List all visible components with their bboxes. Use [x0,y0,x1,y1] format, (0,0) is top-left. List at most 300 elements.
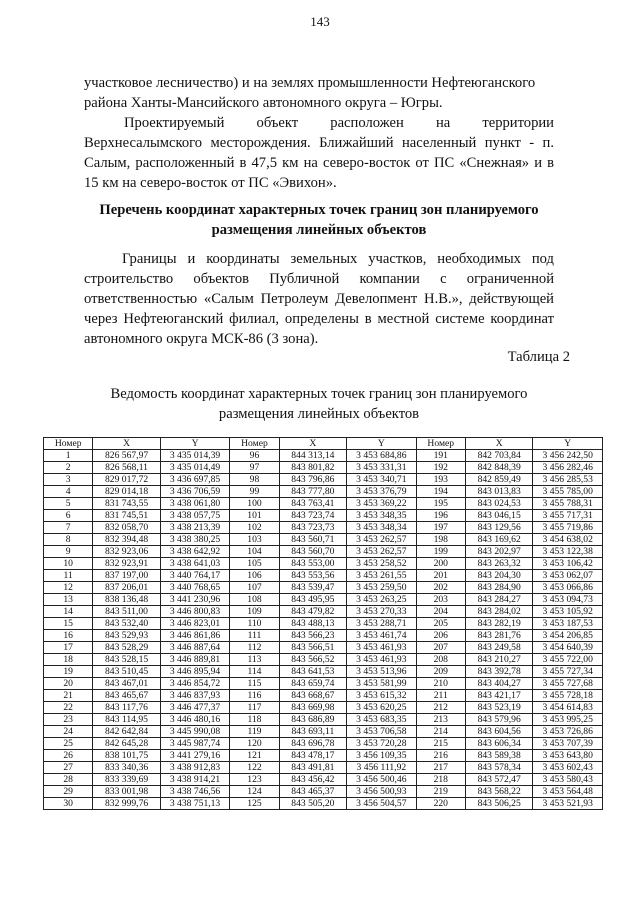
paragraph-location-intro: участковое лесничество) и на землях промышленности Нефтеюганского района Ханты-Мансийского автономного округа – Югры. [84,75,536,111]
y-coordinate-cell: 3 446 887,64 [160,642,229,654]
x-coordinate-cell: 832 923,91 [93,558,160,570]
y-coordinate-cell: 3 455 727,68 [533,678,603,690]
x-coordinate-cell: 843 693,11 [279,726,346,738]
y-coordinate-cell: 3 453 726,86 [533,726,603,738]
point-number-cell: 209 [416,666,465,678]
point-number-cell: 18 [44,654,93,666]
section-heading: Перечень координат характерных точек границ зон планируемого размещения линейных объектов [99,202,539,238]
x-coordinate-cell: 843 249,58 [465,642,532,654]
column-header: Номер [44,438,93,450]
table-row [44,678,603,690]
x-coordinate-cell: 843 578,34 [465,762,532,774]
point-number-cell: 204 [416,606,465,618]
point-number-cell: 104 [230,546,279,558]
table-row [44,654,603,666]
y-coordinate-cell: 3 446 854,72 [160,678,229,690]
y-coordinate-cell: 3 453 288,71 [347,618,416,630]
column-header: X [279,438,346,450]
x-coordinate-cell: 843 532,40 [93,618,160,630]
y-coordinate-cell: 3 453 259,50 [347,582,416,594]
table-row [44,558,603,570]
y-coordinate-cell: 3 456 504,57 [347,798,416,810]
point-number-cell: 194 [416,486,465,498]
y-coordinate-cell: 3 446 480,16 [160,714,229,726]
y-coordinate-cell: 3 456 285,53 [533,474,603,486]
table-row [44,474,603,486]
x-coordinate-cell: 842 703,84 [465,450,532,462]
y-coordinate-cell: 3 455 728,18 [533,690,603,702]
x-coordinate-cell: 837 197,00 [93,570,160,582]
x-coordinate-cell: 843 528,15 [93,654,160,666]
y-coordinate-cell: 3 453 643,80 [533,750,603,762]
point-number-cell: 100 [230,498,279,510]
point-number-cell: 13 [44,594,93,606]
point-number-cell: 218 [416,774,465,786]
x-coordinate-cell: 843 465,67 [93,690,160,702]
x-coordinate-cell: 843 129,56 [465,522,532,534]
y-coordinate-cell: 3 455 719,86 [533,522,603,534]
y-coordinate-cell: 3 446 889,81 [160,654,229,666]
x-coordinate-cell: 833 340,36 [93,762,160,774]
y-coordinate-cell: 3 456 111,92 [347,762,416,774]
x-coordinate-cell: 832 923,06 [93,546,160,558]
y-coordinate-cell: 3 436 706,59 [160,486,229,498]
x-coordinate-cell: 826 567,97 [93,450,160,462]
x-coordinate-cell: 843 046,15 [465,510,532,522]
x-coordinate-cell: 833 339,69 [93,774,160,786]
x-coordinate-cell: 831 745,51 [93,510,160,522]
point-number-cell: 96 [230,450,279,462]
x-coordinate-cell: 843 421,17 [465,690,532,702]
point-number-cell: 207 [416,642,465,654]
x-coordinate-cell: 843 568,22 [465,786,532,798]
x-coordinate-cell: 837 206,01 [93,582,160,594]
x-coordinate-cell: 843 723,74 [279,510,346,522]
x-coordinate-cell: 843 529,93 [93,630,160,642]
x-coordinate-cell: 829 014,18 [93,486,160,498]
point-number-cell: 102 [230,522,279,534]
y-coordinate-cell: 3 446 837,93 [160,690,229,702]
y-coordinate-cell: 3 455 788,31 [533,498,603,510]
x-coordinate-cell: 843 404,27 [465,678,532,690]
x-coordinate-cell: 843 560,70 [279,546,346,558]
point-number-cell: 3 [44,474,93,486]
point-number-cell: 124 [230,786,279,798]
x-coordinate-cell: 843 284,02 [465,606,532,618]
y-coordinate-cell: 3 454 638,02 [533,534,603,546]
point-number-cell: 193 [416,474,465,486]
table-row [44,798,603,810]
y-coordinate-cell: 3 454 206,85 [533,630,603,642]
point-number-cell: 103 [230,534,279,546]
point-number-cell: 115 [230,678,279,690]
x-coordinate-cell: 829 017,72 [93,474,160,486]
point-number-cell: 1 [44,450,93,462]
point-number-cell: 201 [416,570,465,582]
point-number-cell: 27 [44,762,93,774]
y-coordinate-cell: 3 438 751,13 [160,798,229,810]
y-coordinate-cell: 3 453 564,48 [533,786,603,798]
point-number-cell: 22 [44,702,93,714]
y-coordinate-cell: 3 453 094,73 [533,594,603,606]
table-row [44,666,603,678]
point-number-cell: 112 [230,642,279,654]
y-coordinate-cell: 3 455 727,34 [533,666,603,678]
x-coordinate-cell: 843 763,41 [279,498,346,510]
point-number-cell: 109 [230,606,279,618]
x-coordinate-cell: 843 523,19 [465,702,532,714]
y-coordinate-cell: 3 453 720,28 [347,738,416,750]
y-coordinate-cell: 3 453 331,31 [347,462,416,474]
x-coordinate-cell: 843 566,23 [279,630,346,642]
point-number-cell: 105 [230,558,279,570]
x-coordinate-cell: 843 204,30 [465,570,532,582]
point-number-cell: 217 [416,762,465,774]
table-row [44,450,603,462]
x-coordinate-cell: 843 528,29 [93,642,160,654]
point-number-cell: 200 [416,558,465,570]
y-coordinate-cell: 3 446 823,01 [160,618,229,630]
point-number-cell: 17 [44,642,93,654]
y-coordinate-cell: 3 453 187,53 [533,618,603,630]
y-coordinate-cell: 3 453 461,93 [347,642,416,654]
y-coordinate-cell: 3 438 914,21 [160,774,229,786]
x-coordinate-cell: 843 579,96 [465,714,532,726]
point-number-cell: 199 [416,546,465,558]
x-coordinate-cell: 843 539,47 [279,582,346,594]
table-header-row [44,438,603,450]
table-row [44,522,603,534]
x-coordinate-cell: 843 491,81 [279,762,346,774]
y-coordinate-cell: 3 438 057,75 [160,510,229,522]
y-coordinate-cell: 3 446 895,94 [160,666,229,678]
y-coordinate-cell: 3 453 620,25 [347,702,416,714]
point-number-cell: 212 [416,702,465,714]
x-coordinate-cell: 842 645,28 [93,738,160,750]
table-row [44,738,603,750]
y-coordinate-cell: 3 436 697,85 [160,474,229,486]
x-coordinate-cell: 826 568,11 [93,462,160,474]
column-header: X [93,438,160,450]
y-coordinate-cell: 3 446 800,83 [160,606,229,618]
point-number-cell: 108 [230,594,279,606]
y-coordinate-cell: 3 453 340,71 [347,474,416,486]
y-coordinate-cell: 3 445 990,08 [160,726,229,738]
x-coordinate-cell: 843 117,76 [93,702,160,714]
point-number-cell: 203 [416,594,465,606]
y-coordinate-cell: 3 455 717,31 [533,510,603,522]
paragraph-coordinates-line2: строительство объектов Публичной компании с ограниченной [84,271,554,287]
y-coordinate-cell: 3 453 106,42 [533,558,603,570]
point-number-cell: 219 [416,786,465,798]
x-coordinate-cell: 842 848,39 [465,462,532,474]
table-row [44,774,603,786]
x-coordinate-cell: 842 642,84 [93,726,160,738]
point-number-cell: 24 [44,726,93,738]
x-coordinate-cell: 843 013,83 [465,486,532,498]
y-coordinate-cell: 3 441 230,96 [160,594,229,606]
x-coordinate-cell: 843 114,95 [93,714,160,726]
paragraph-coordinates-line1: Границы и координаты земельных участков, необходимых под [122,251,554,267]
x-coordinate-cell: 843 801,82 [279,462,346,474]
y-coordinate-cell: 3 453 376,79 [347,486,416,498]
paragraph-coordinates-info [84,249,554,349]
y-coordinate-cell: 3 453 995,25 [533,714,603,726]
x-coordinate-cell: 843 263,32 [465,558,532,570]
x-coordinate-cell: 843 566,51 [279,642,346,654]
y-coordinate-cell: 3 453 258,52 [347,558,416,570]
point-number-cell: 205 [416,618,465,630]
point-number-cell: 121 [230,750,279,762]
point-number-cell: 7 [44,522,93,534]
point-number-cell: 118 [230,714,279,726]
point-number-cell: 9 [44,546,93,558]
point-number-cell: 123 [230,774,279,786]
point-number-cell: 197 [416,522,465,534]
y-coordinate-cell: 3 453 684,86 [347,450,416,462]
y-coordinate-cell: 3 453 706,58 [347,726,416,738]
table-row [44,702,603,714]
table-row [44,750,603,762]
point-number-cell: 213 [416,714,465,726]
point-number-cell: 99 [230,486,279,498]
y-coordinate-cell: 3 453 580,43 [533,774,603,786]
paragraph-object-location-rest: Верхнесалымского месторождения. Ближайший населенный пункт - п. Салым, расположенный в 47,5 км на северо-восток от ПС «Снежная» и в 15 км на северо-восток от ПС «Эвихон». [84,135,554,191]
column-header: X [465,438,532,450]
y-coordinate-cell: 3 455 785,00 [533,486,603,498]
coordinates-table [43,437,603,810]
point-number-cell: 117 [230,702,279,714]
y-coordinate-cell: 3 445 987,74 [160,738,229,750]
column-header: Y [160,438,229,450]
table-row [44,510,603,522]
page-number: 143 [310,14,330,29]
x-coordinate-cell: 843 282,19 [465,618,532,630]
x-coordinate-cell: 843 572,47 [465,774,532,786]
x-coordinate-cell: 843 392,78 [465,666,532,678]
x-coordinate-cell: 843 478,17 [279,750,346,762]
point-number-cell: 21 [44,690,93,702]
point-number-cell: 26 [44,750,93,762]
y-coordinate-cell: 3 456 282,46 [533,462,603,474]
point-number-cell: 15 [44,618,93,630]
table-row [44,570,603,582]
y-coordinate-cell: 3 456 500,93 [347,786,416,798]
table-row [44,618,603,630]
paragraph-coordinates-rest: через Нефтеюганский филиал, определены в местной системе координат автономного округа МСК-86 (3 зона). [84,311,554,347]
point-number-cell: 120 [230,738,279,750]
y-coordinate-cell: 3 438 642,92 [160,546,229,558]
point-number-cell: 28 [44,774,93,786]
column-header: Номер [416,438,465,450]
y-coordinate-cell: 3 453 062,07 [533,570,603,582]
x-coordinate-cell: 843 202,97 [465,546,532,558]
x-coordinate-cell: 843 456,42 [279,774,346,786]
point-number-cell: 116 [230,690,279,702]
y-coordinate-cell: 3 453 348,34 [347,522,416,534]
x-coordinate-cell: 838 101,75 [93,750,160,762]
column-header: Номер [230,438,279,450]
x-coordinate-cell: 843 566,52 [279,654,346,666]
x-coordinate-cell: 843 511,00 [93,606,160,618]
y-coordinate-cell: 3 453 581,99 [347,678,416,690]
point-number-cell: 216 [416,750,465,762]
x-coordinate-cell: 831 743,55 [93,498,160,510]
point-number-cell: 5 [44,498,93,510]
point-number-cell: 210 [416,678,465,690]
point-number-cell: 220 [416,798,465,810]
y-coordinate-cell: 3 453 602,43 [533,762,603,774]
point-number-cell: 119 [230,726,279,738]
y-coordinate-cell: 3 453 615,32 [347,690,416,702]
point-number-cell: 14 [44,606,93,618]
x-coordinate-cell: 843 777,80 [279,486,346,498]
table-title: Ведомость координат характерных точек границ зон планируемого размещения линейных объектов [110,386,528,422]
x-coordinate-cell: 843 589,38 [465,750,532,762]
x-coordinate-cell: 843 495,95 [279,594,346,606]
table-row [44,786,603,798]
x-coordinate-cell: 832 058,70 [93,522,160,534]
point-number-cell: 10 [44,558,93,570]
point-number-cell: 12 [44,582,93,594]
x-coordinate-cell: 843 281,76 [465,630,532,642]
x-coordinate-cell: 833 001,98 [93,786,160,798]
x-coordinate-cell: 843 686,89 [279,714,346,726]
point-number-cell: 125 [230,798,279,810]
x-coordinate-cell: 843 553,00 [279,558,346,570]
point-number-cell: 98 [230,474,279,486]
table-row [44,486,603,498]
x-coordinate-cell: 843 553,56 [279,570,346,582]
x-coordinate-cell: 843 210,27 [465,654,532,666]
y-coordinate-cell: 3 453 270,33 [347,606,416,618]
table-row [44,726,603,738]
point-number-cell: 215 [416,738,465,750]
y-coordinate-cell: 3 438 641,03 [160,558,229,570]
column-header: Y [533,438,603,450]
point-number-cell: 110 [230,618,279,630]
point-number-cell: 106 [230,570,279,582]
point-number-cell: 208 [416,654,465,666]
paragraph-object-location [84,113,554,193]
y-coordinate-cell: 3 453 369,22 [347,498,416,510]
y-coordinate-cell: 3 453 105,92 [533,606,603,618]
y-coordinate-cell: 3 453 262,57 [347,546,416,558]
x-coordinate-cell: 843 696,78 [279,738,346,750]
x-coordinate-cell: 843 641,53 [279,666,346,678]
y-coordinate-cell: 3 454 614,83 [533,702,603,714]
table-row [44,582,603,594]
point-number-cell: 23 [44,714,93,726]
y-coordinate-cell: 3 456 500,46 [347,774,416,786]
x-coordinate-cell: 843 465,37 [279,786,346,798]
point-number-cell: 4 [44,486,93,498]
x-coordinate-cell: 844 313,14 [279,450,346,462]
y-coordinate-cell: 3 446 861,86 [160,630,229,642]
x-coordinate-cell: 843 284,90 [465,582,532,594]
y-coordinate-cell: 3 435 014,49 [160,462,229,474]
point-number-cell: 111 [230,630,279,642]
y-coordinate-cell: 3 435 014,39 [160,450,229,462]
x-coordinate-cell: 843 467,01 [93,678,160,690]
y-coordinate-cell: 3 453 066,86 [533,582,603,594]
point-number-cell: 30 [44,798,93,810]
paragraph-coordinates-line3: ответственностью «Салым Петролеум Девелопмент Н.В.», действующей [84,291,554,307]
y-coordinate-cell: 3 440 764,17 [160,570,229,582]
point-number-cell: 113 [230,654,279,666]
table-row [44,762,603,774]
y-coordinate-cell: 3 453 261,55 [347,570,416,582]
y-coordinate-cell: 3 453 461,74 [347,630,416,642]
point-number-cell: 211 [416,690,465,702]
x-coordinate-cell: 843 659,74 [279,678,346,690]
x-coordinate-cell: 843 723,73 [279,522,346,534]
point-number-cell: 25 [44,738,93,750]
table-row [44,690,603,702]
point-number-cell: 191 [416,450,465,462]
y-coordinate-cell: 3 453 521,93 [533,798,603,810]
y-coordinate-cell: 3 441 279,16 [160,750,229,762]
y-coordinate-cell: 3 438 912,83 [160,762,229,774]
point-number-cell: 206 [416,630,465,642]
y-coordinate-cell: 3 446 477,37 [160,702,229,714]
column-header: Y [347,438,416,450]
table-row [44,462,603,474]
x-coordinate-cell: 843 560,71 [279,534,346,546]
y-coordinate-cell: 3 453 513,96 [347,666,416,678]
point-number-cell: 20 [44,678,93,690]
x-coordinate-cell: 843 510,45 [93,666,160,678]
table-body [44,450,603,810]
point-number-cell: 19 [44,666,93,678]
y-coordinate-cell: 3 455 722,00 [533,654,603,666]
y-coordinate-cell: 3 453 683,35 [347,714,416,726]
x-coordinate-cell: 843 669,98 [279,702,346,714]
point-number-cell: 107 [230,582,279,594]
table-row [44,534,603,546]
x-coordinate-cell: 843 505,20 [279,798,346,810]
y-coordinate-cell: 3 453 262,57 [347,534,416,546]
y-coordinate-cell: 3 454 640,39 [533,642,603,654]
table-row [44,630,603,642]
table-label: Таблица 2 [507,349,570,365]
y-coordinate-cell: 3 453 122,38 [533,546,603,558]
table-row [44,546,603,558]
y-coordinate-cell: 3 456 109,35 [347,750,416,762]
y-coordinate-cell: 3 453 348,35 [347,510,416,522]
point-number-cell: 195 [416,498,465,510]
table-row [44,594,603,606]
y-coordinate-cell: 3 438 380,25 [160,534,229,546]
point-number-cell: 6 [44,510,93,522]
x-coordinate-cell: 843 479,82 [279,606,346,618]
point-number-cell: 114 [230,666,279,678]
x-coordinate-cell: 843 796,86 [279,474,346,486]
point-number-cell: 29 [44,786,93,798]
x-coordinate-cell: 843 169,62 [465,534,532,546]
point-number-cell: 196 [416,510,465,522]
point-number-cell: 214 [416,726,465,738]
point-number-cell: 122 [230,762,279,774]
x-coordinate-cell: 832 394,48 [93,534,160,546]
x-coordinate-cell: 843 668,67 [279,690,346,702]
x-coordinate-cell: 843 604,56 [465,726,532,738]
point-number-cell: 198 [416,534,465,546]
y-coordinate-cell: 3 453 707,39 [533,738,603,750]
point-number-cell: 11 [44,570,93,582]
x-coordinate-cell: 843 506,25 [465,798,532,810]
point-number-cell: 202 [416,582,465,594]
